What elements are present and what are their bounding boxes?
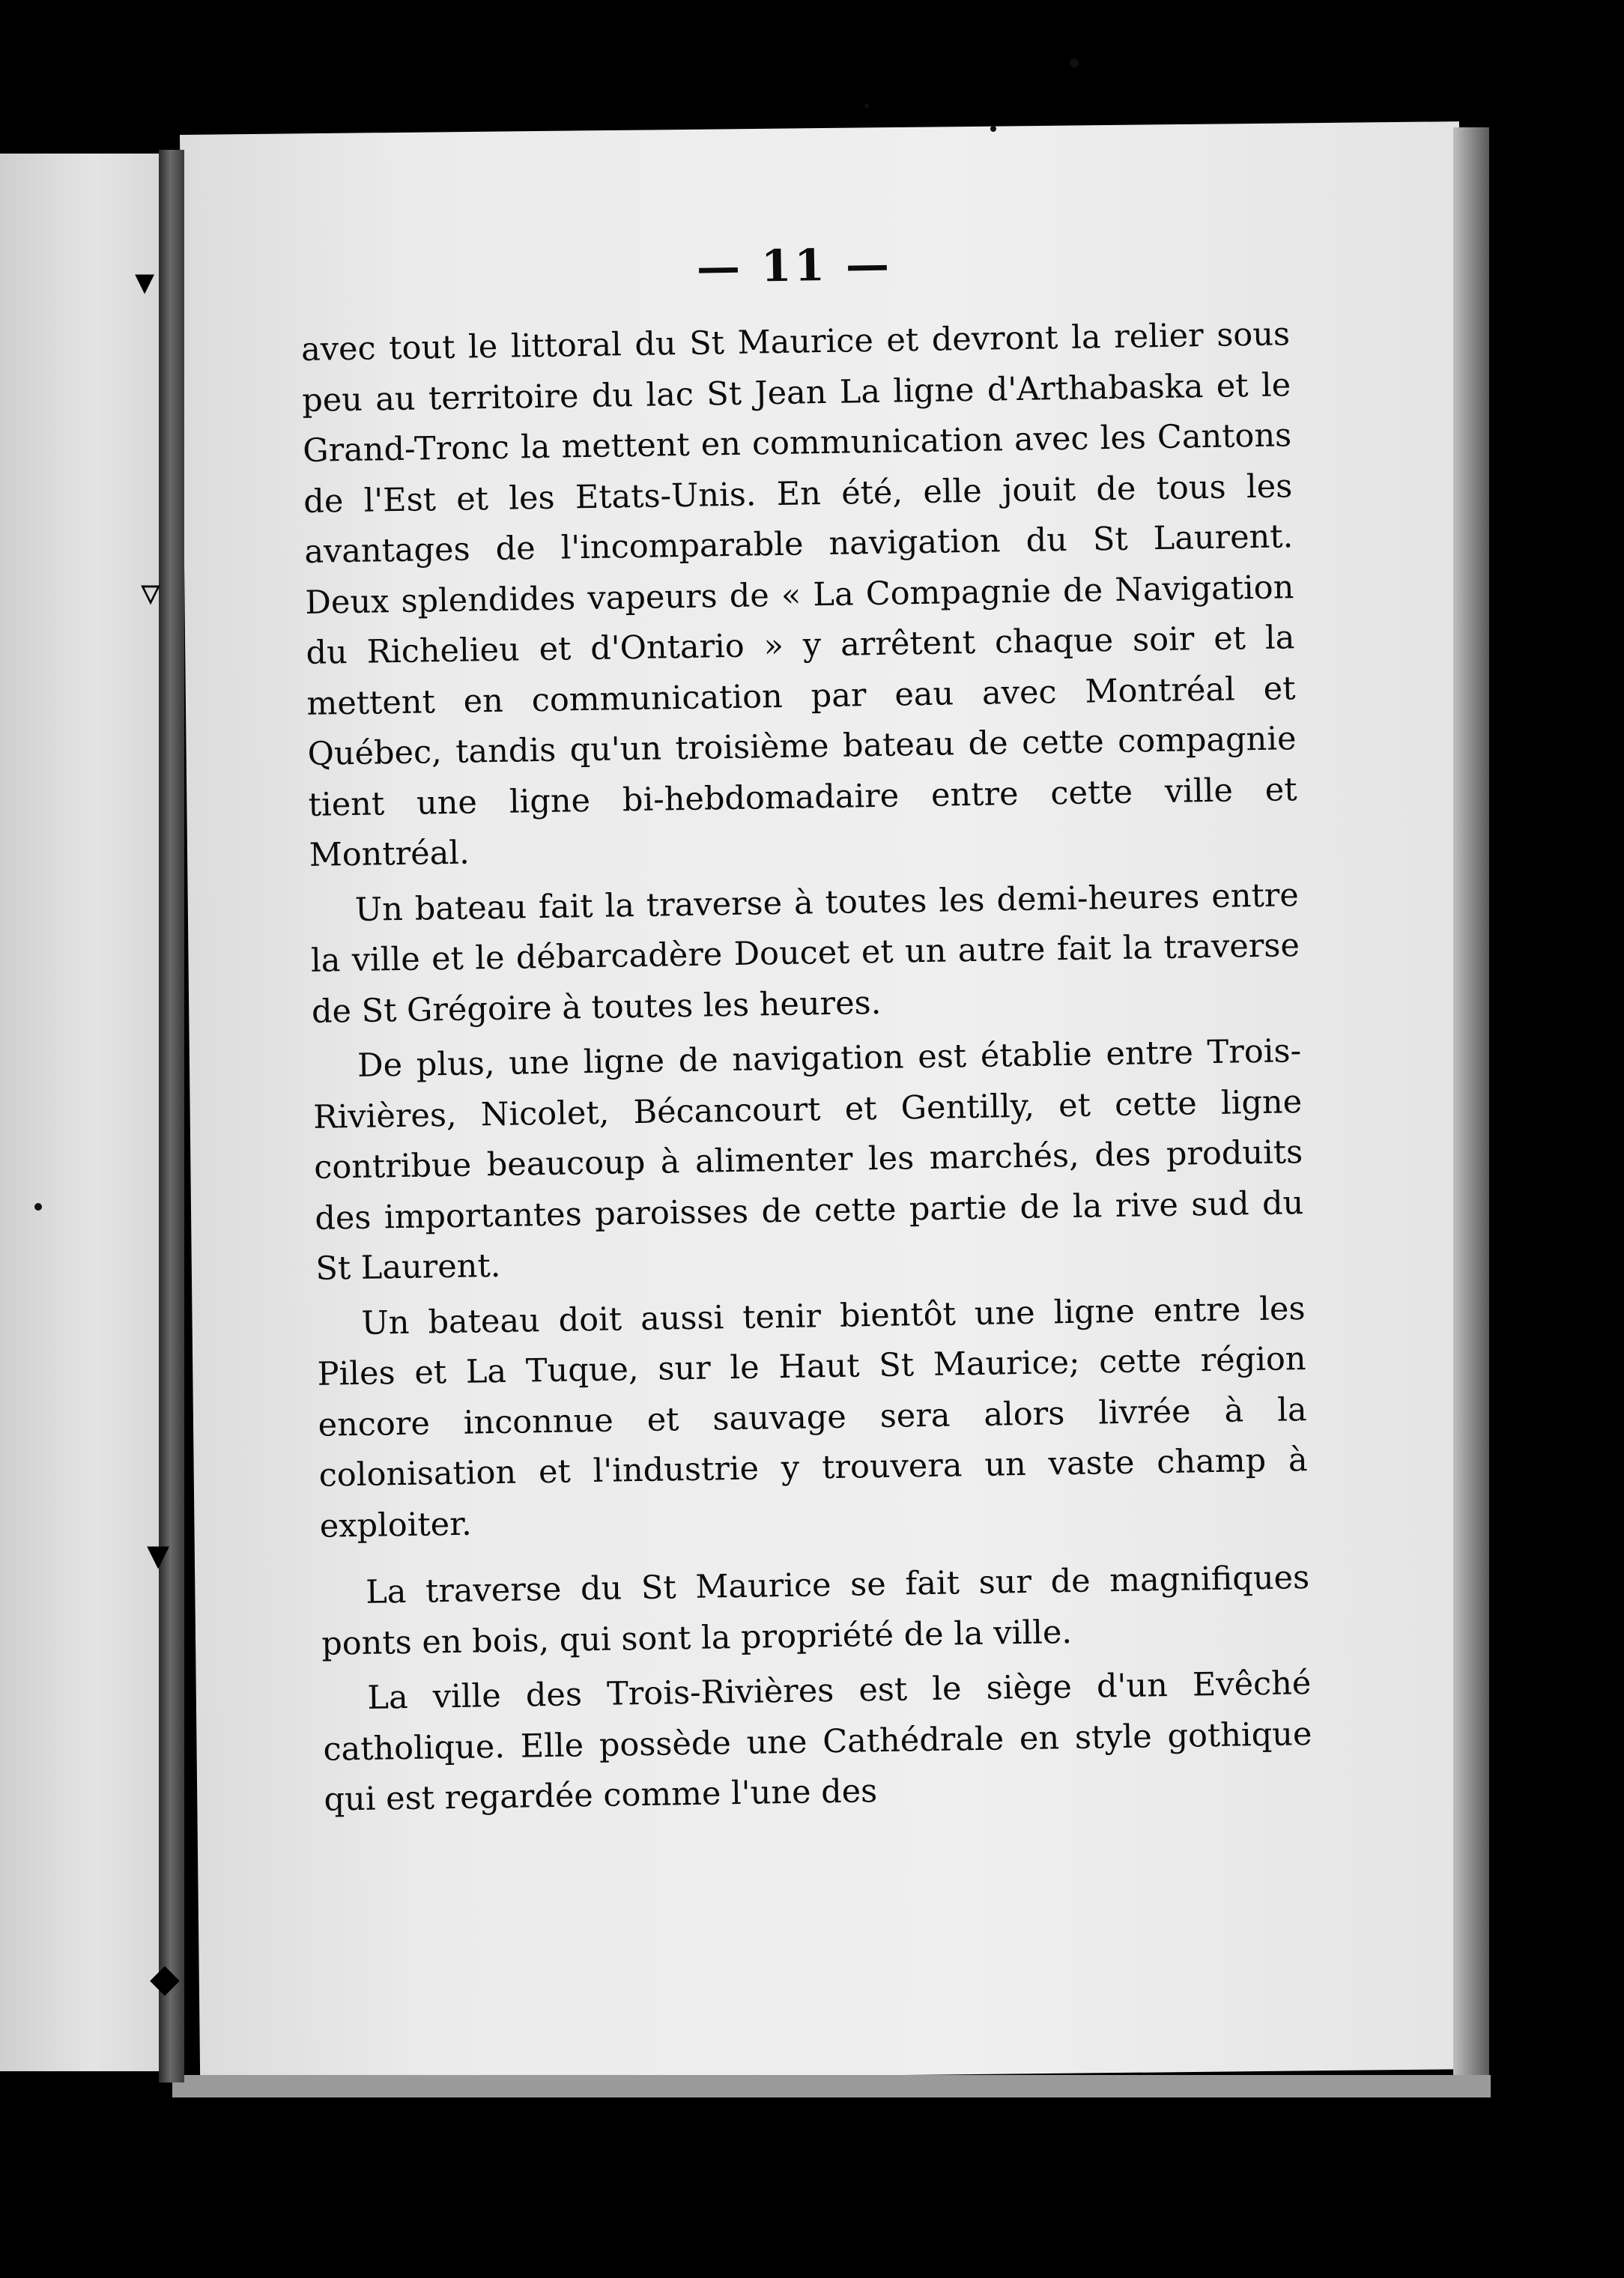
page-edge [1453, 127, 1489, 2097]
page-text [300, 231, 1313, 1826]
paragraph: De plus, une ligne de navigation est établie entre Trois-Rivières, Nicolet, Bécancourt et Gentilly, et cette ligne contribue beaucoup à alimenter les marchés, des produits des importantes paroisses de cette partie de la rive sud du St Laurent. [312, 1032, 1304, 1288]
page-bottom-edge [172, 2075, 1491, 2097]
book-gutter [159, 150, 184, 2082]
binding-thread-mark: ▾ [147, 1528, 170, 1581]
paragraph: Un bateau doit aussi tenir bientôt une ligne entre les Piles et La Tuque, sur le Haut St Maurice; cette région encore inconnue et sauvage sera alors livrée à la colonisation et l'industrie y trouvera un vaste champ à exploiter. [317, 1289, 1308, 1545]
paragraph: avec tout le littoral du St Maurice et devront la relier sous peu au territoire du lac St Jean La ligne d'Arthabaska et le Grand-Tronc la mettent en communication avec les Cantons de l'Est et les Etats-Unis. En été, elle jouit de tous les avantages de l'incomparable navigation du St Laurent. Deux splendides vapeurs de « La Compagnie de Navigation du Richelieu et d'Ontario » y arrêtent chaque soir et la mettent en communication par eau avec Montréal et Québec, tandis qu'un troisième bateau de cette compagnie tient une ligne bi-hebdomadaire entre cette ville et Montréal. [300, 315, 1297, 874]
scan-speck [990, 126, 996, 132]
binding-thread-mark: ◆ [150, 1955, 180, 2001]
left-facing-page [0, 154, 171, 2071]
paragraph: La ville des Trois-Rivières est le siège d'un Evêché catholique. Elle possède une Cathédrale en style gothique qui est regardée comme l'une des [323, 1664, 1312, 1819]
binding-thread-mark: ▿ [141, 569, 161, 615]
scan-speck [864, 103, 869, 108]
paragraph: Un bateau fait la traverse à toutes les demi-heures entre la ville et le débarcadère Doucet et un autre fait la traverse de St Grégoire à toutes les heures. [310, 876, 1300, 1031]
binding-thread-mark: ▾ [135, 258, 155, 304]
paragraph: La traverse du St Maurice se fait sur de magnifiques ponts en bois, qui sont la propriété de la ville. [321, 1559, 1310, 1663]
scan-speck [1070, 58, 1079, 67]
scan-speck [34, 1203, 42, 1211]
binding-thread-mark: ◆ [147, 2232, 177, 2278]
page-number: — 11 — [696, 238, 893, 293]
